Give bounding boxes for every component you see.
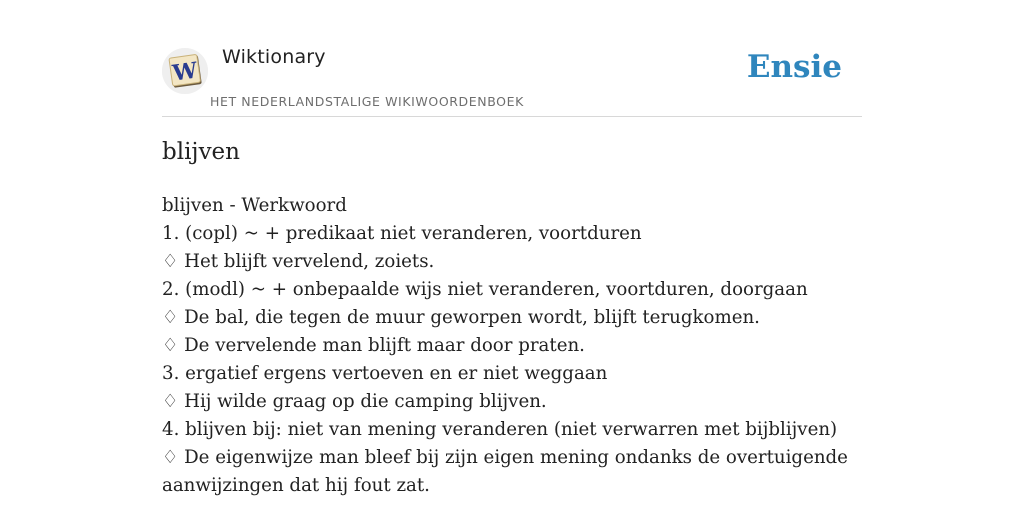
brand-link[interactable]: Ensie [746,49,842,85]
entry-content [162,192,862,500]
definition-line: 1. (copl) ~ + predikaat niet veranderen, voortduren [162,223,642,244]
example-line: ♢ De vervelende man blijft maar door praten. [162,335,585,356]
site-name[interactable]: Wiktionary [222,46,326,68]
page-title: blijven [162,139,240,165]
entry-heading: blijven - Werkwoord [162,195,347,216]
example-line: ♢ De bal, die tegen de muur geworpen wordt, blijft terugkomen. [162,307,760,328]
example-line: ♢ Het blijft vervelend, zoiets. [162,251,435,272]
definition-line: 2. (modl) ~ + onbepaalde wijs niet veranderen, voortduren, doorgaan [162,279,808,300]
site-header [162,0,862,117]
site-tagline: HET NEDERLANDSTALIGE WIKIWOORDENBOEK [210,94,524,109]
definition-line: 3. ergatief ergens vertoeven en er niet weggaan [162,363,608,384]
example-line: ♢ Hij wilde graag op die camping blijven. [162,391,547,412]
definition-line: 4. blijven bij: niet van mening veranderen (niet verwarren met bijblijven) [162,419,838,440]
wiktionary-logo-icon[interactable] [162,48,208,94]
example-line: ♢ De eigenwijze man bleef bij zijn eigen mening ondanks de overtuigende aanwijzingen dat hij fout zat. [162,447,848,496]
logo-letter: W [170,57,200,87]
